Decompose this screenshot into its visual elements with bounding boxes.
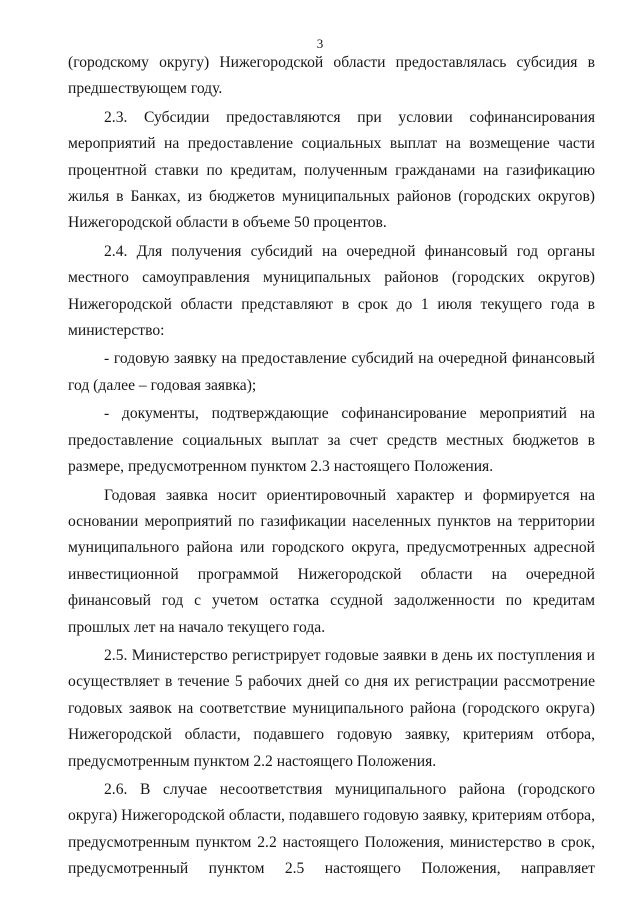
paragraph-annual-application-note: Годовая заявка носит ориентировочный характер и формируется на основании мероприятий по газификации населенных пунктов на территории муниципального района или городского округа, предусмотренных адресной инвестиционной программой Нижегородской области на очередной финансовый год с учетом остатка ссудной задолженности по кредитам прошлых лет на начало текущего года. [68,486,595,636]
paragraph-2-3: 2.3. Субсидии предоставляются при условии софинансирования мероприятий на предоставление социальных выплат на возмещение части процентной ставки по кредитам, полученным гражданами на газификацию жилья в Банках, из бюджетов муниципальных районов (городских округов) Нижегородской области в объеме 50 процентов. [68,108,595,232]
paragraph-continuation: (городскому округу) Нижегородской области предоставлялась субсидия в предшествующем году. [68,54,595,98]
paragraph-2-6: 2.6. В случае несоответствия муниципального района (городского округа) Нижегородской области, подавшего годовую заявку, критериям отбора, предусмотренным пунктом 2.2 настоящего Положения, министерство в срок, предусмотренный пунктом 2.5 настоящего Положения, направляет [68,780,595,878]
paragraph-2-5: 2.5. Министерство регистрирует годовые заявки в день их поступления и осуществляет в течение 5 рабочих дней со дня их регистрации рассмотрение годовых заявок на соответствие муниципального района (городского округа) Нижегородской области, подавшего годовую заявку, критериям отбора, предусмотренным пунктом 2.2 настоящего Положения. [68,646,595,770]
list-item-annual-application: - годовую заявку на предоставление субсидий на очередной финансовый год (далее – годовая заявка); [68,350,595,394]
paragraph-2-4: 2.4. Для получения субсидий на очередной финансовый год органы местного самоуправления муниципальных районов (городских округов) Нижегородской области представляют в срок до 1 июля текущего года в министерство: [68,242,595,340]
document-body [68,50,595,883]
page-number: 3 [316,36,324,51]
list-item-documents: - документы, подтверждающие софинансирование мероприятий на предоставление социальных выплат за счет средств местных бюджетов в размере, предусмотренном пунктом 2.3 настоящего Положения. [68,405,595,476]
